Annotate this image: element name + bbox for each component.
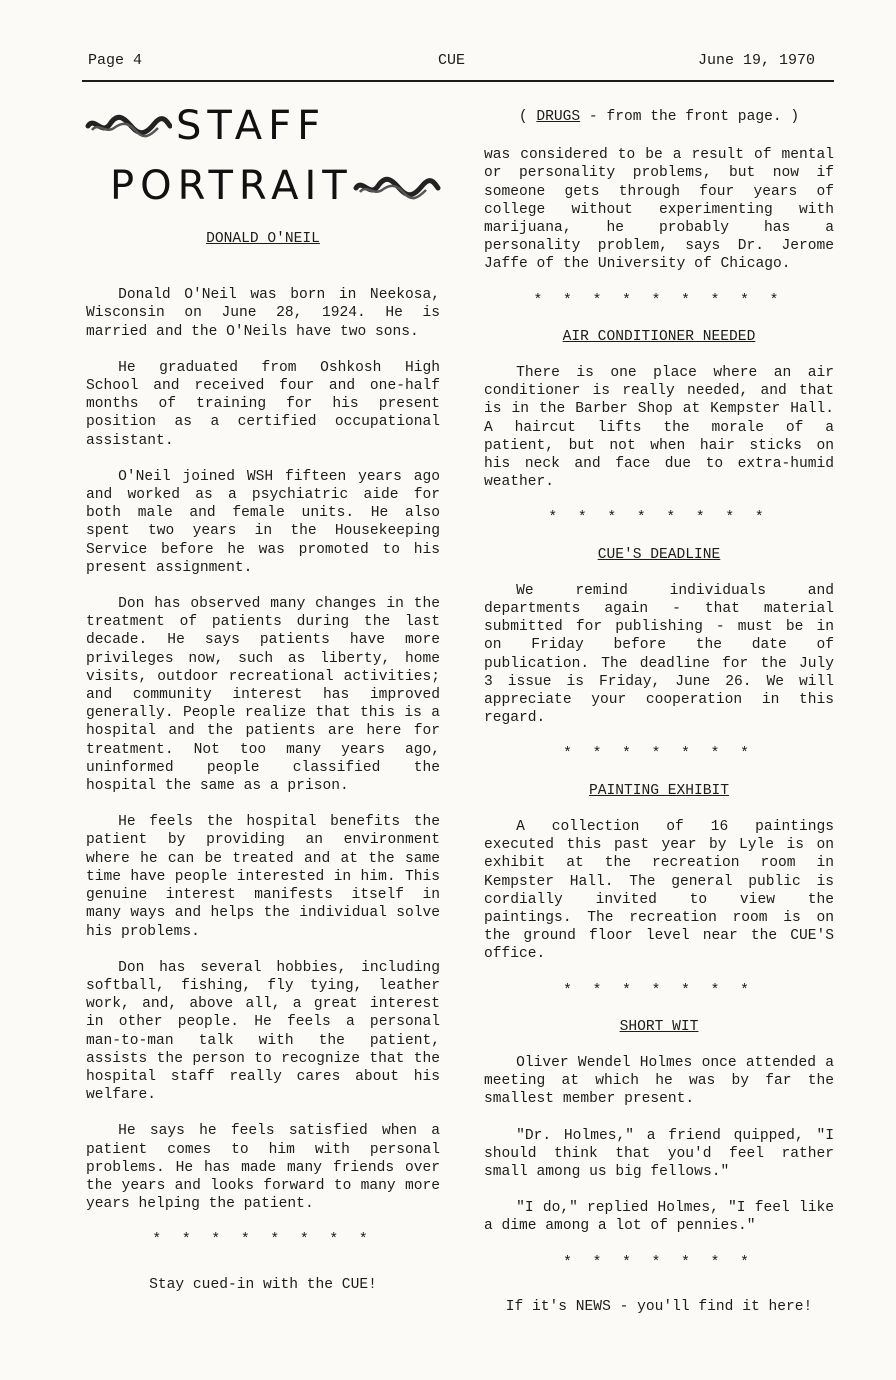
header-rule <box>82 80 834 82</box>
paragraph: He feels the hospital benefits the patient by providing an environment where he can be treated and at the same time have people interested in him. This genuine interest manifests itself in many ways and helps the individual solve his problems. <box>86 814 440 940</box>
air-conditioner-heading: AIR CONDITIONER NEEDED <box>562 328 756 345</box>
painting-paragraph: A collection of 16 paintings executed this past year by Lyle is on exhibit at the recreation room in Kempster Hall. The general public is cordially invited to view the paintings. The recreation room is on the ground floor level near the CUE'S office. <box>484 818 834 963</box>
paragraph: O'Neil joined WSH fifteen years ago and worked as a psychiatric aide for both male and female units. He also spent two years in the Housekeeping Service before he was promoted to his present assignment. <box>86 468 440 576</box>
paragraph: Don has observed many changes in the treatment of patients during the last decade. He says patients have more privileges now, such as liberty, home visits, outdoor recreational activities; and community interest has improved generally. People realize that this is a hospital and the patients are here for treatment. Not too many years ago, uninformed people classified the hospital the same as a prison. <box>86 596 440 795</box>
wit-paragraph: "I do," replied Holmes, "I feel like a dime among a lot of pennies." <box>484 1200 834 1235</box>
continued-prefix: ( <box>518 109 537 125</box>
closing-line: If it's NEWS - you'll find it here! <box>505 1298 813 1315</box>
star-divider: * * * * * * * <box>563 982 755 999</box>
staff-portrait-column <box>86 230 440 1294</box>
newsletter-name: CUE <box>438 52 466 69</box>
deadline-heading: CUE'S DEADLINE <box>597 546 721 563</box>
drugs-paragraph: was considered to be a result of mental or personality problems, but now if someone gets through four years of college without experimenting with marijuana, he probably has a personality problem, says Dr. Jerome Jaffe of the University of Chicago. <box>484 147 834 273</box>
painting-heading: PAINTING EXHIBIT <box>588 782 730 799</box>
paragraph: Donald O'Neil was born in Neekosa, Wisconsin on June 28, 1924. He is married and the O'Neils have two sons. <box>86 287 440 340</box>
continued-suffix: - from the front page. ) <box>580 109 800 125</box>
wit-paragraph: Oliver Wendel Holmes once attended a meeting at which he was by far the smallest member present. <box>484 1054 834 1108</box>
continued-note <box>484 108 834 126</box>
staff-title: STAFF <box>176 103 327 149</box>
continued-word: DRUGS <box>536 109 581 125</box>
portrait-title: PORTRAIT <box>110 163 353 209</box>
subhead-name: DONALD O'NEIL <box>206 231 320 247</box>
page-number: Page 4 <box>88 52 143 69</box>
star-divider: * * * * * * * * * <box>533 292 785 309</box>
star-divider: * * * * * * * <box>563 1254 755 1271</box>
star-divider: * * * * * * * * <box>548 510 770 527</box>
wit-paragraph: "Dr. Holmes," a friend quipped, "I should think that you'd feel rather small among us big fellows." <box>484 1127 834 1180</box>
paragraph: He says he feels satisfied when a patient comes to him with personal problems. He has made many friends over the years and looks forward to many more years helping the patient. <box>86 1123 440 1213</box>
ornament-icon <box>352 174 442 202</box>
air-conditioner-paragraph: There is one place where an air conditioner is really needed, and that is in the Barber Shop at Kempster Hall. A haircut lifts the morale of a patient, but not when hair sticks on his neck and face due to extra-humid weather. <box>484 365 834 491</box>
paragraph: Don has several hobbies, including softball, fishing, fly tying, leather work, and, above all, a great interest in other people. He feels a personal man-to-man talk with the patient, assists the person to recognize that the hospital staff really cares about his welfare. <box>86 959 440 1104</box>
closing-line: Stay cued-in with the CUE! <box>149 1276 377 1293</box>
short-wit-heading: SHORT WIT <box>619 1018 699 1035</box>
star-divider: * * * * * * * <box>563 746 755 763</box>
deadline-paragraph: We remind individuals and departments again - that material submitted for publishing - must be in on Friday before the date of publication. The deadline for the July 3 issue is Friday, June 26. We will appreciate your cooperation in this regard. <box>484 582 834 727</box>
ornament-icon <box>84 112 172 140</box>
issue-date: June 19, 1970 <box>698 52 816 69</box>
star-divider: * * * * * * * * <box>152 1232 374 1249</box>
news-column <box>484 108 834 1316</box>
paragraph: He graduated from Oshkosh High School and received four and one-half months of training for his present position as a certified occupational assistant. <box>86 359 440 449</box>
